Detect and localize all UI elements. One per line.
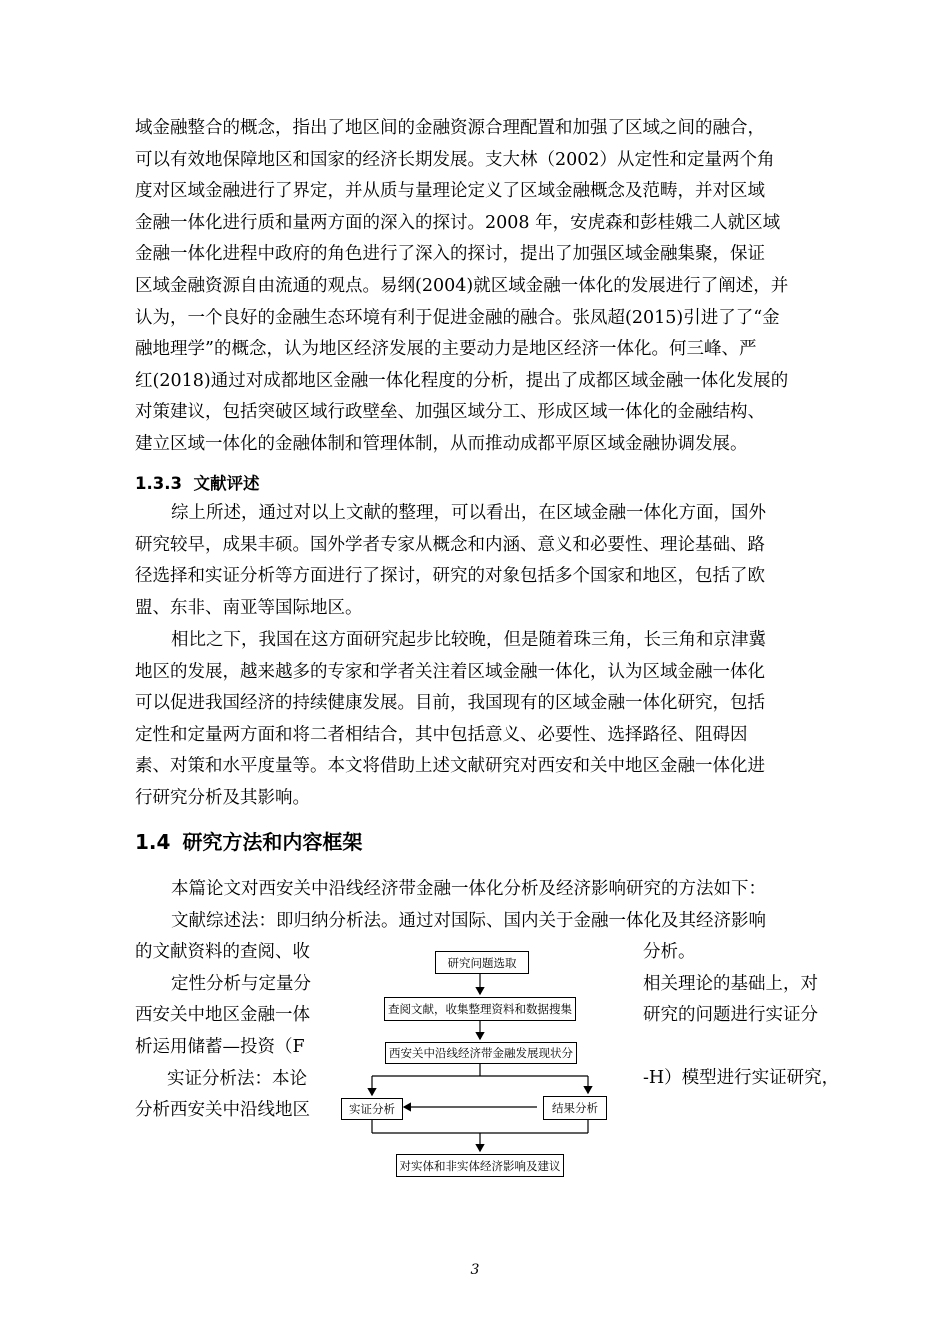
flow-node-literature-data: 查阅文献，收集整理资料和数据搜集 bbox=[384, 997, 576, 1021]
text-line: 素、对策和水平度量等。本文将借助上述文献研究对西安和关中地区金融一体化进 bbox=[135, 756, 765, 777]
paragraph-methods-right bbox=[643, 937, 843, 1127]
text-line: 分析。 bbox=[643, 942, 696, 962]
text-line: 盟、东非、南亚等国际地区。 bbox=[135, 597, 363, 618]
text-line: 金融一体化进程中政府的角色进行了深入的探讨，提出了加强区域金融集聚，保证 bbox=[135, 244, 765, 265]
text-line: 域金融整合的概念，指出了地区间的金融资源合理配置和加强了区域之间的融合， bbox=[135, 118, 765, 138]
text-line: 相关理论的基础上，对 bbox=[643, 973, 818, 994]
flow-node-impact-suggestions: 对实体和非实体经济影响及建议 bbox=[396, 1154, 564, 1177]
text-line: 西安关中地区金融一体 bbox=[135, 1005, 310, 1026]
flow-node-status-analysis: 西安关中沿线经济带金融发展现状分 bbox=[385, 1042, 577, 1064]
research-flowchart bbox=[322, 942, 640, 1184]
section-number: 1.3.3 bbox=[135, 474, 182, 493]
text-line bbox=[643, 1095, 843, 1127]
text-line bbox=[643, 1032, 843, 1064]
section-title: 文献评述 bbox=[193, 474, 260, 493]
text-line: 文献综述法：即归纳分析法。通过对国际、国内关于金融一体化及其经济影响 bbox=[171, 910, 766, 931]
text-line: 地区的发展，越来越多的专家和学者关注着区域金融一体化，认为区域金融一体化 bbox=[135, 661, 765, 682]
text-line: 研究的问题进行实证分 bbox=[643, 1005, 818, 1026]
paragraph-literature-domestic bbox=[135, 113, 837, 461]
page-number: 3 bbox=[470, 1262, 480, 1278]
text-line: 相比之下，我国在这方面研究起步比较晚，但是随着珠三角，长三角和京津冀 bbox=[171, 630, 766, 650]
text-line: 综上所述，通过对以上文献的整理，可以看出，在区域金融一体化方面，国外 bbox=[171, 503, 766, 523]
text-line: 金融一体化进行质和量两方面的深入的探讨。2008 年，安虎森和彭桂娥二人就区域 bbox=[135, 212, 781, 233]
text-line: -H）模型进行实证研究， bbox=[643, 1068, 840, 1089]
text-line: 实证分析法：本论 bbox=[167, 1068, 307, 1089]
text-line: 度对区域金融进行了界定，并从质与量理论定义了区域金融概念及范畴，并对区域 bbox=[135, 181, 765, 202]
text-line: 对策建议，包括突破区域行政壁垒、加强区域分工、形成区域一体化的金融结构、 bbox=[135, 402, 765, 423]
paragraph-review-foreign bbox=[135, 498, 837, 624]
text-line: 径选择和实证分析等方面进行了探讨，研究的对象包括多个国家和地区，包括了欧 bbox=[135, 566, 765, 587]
text-line: 分析西安关中沿线地区 bbox=[135, 1100, 310, 1121]
text-line: 融地理学”的概念，认为地区经济发展的主要动力是地区经济一体化。何三峰、严 bbox=[135, 339, 757, 360]
text-line: 认为，一个良好的金融生态环境有利于促进金融的融合。张凤超(2015)引进了了“金 bbox=[135, 307, 780, 328]
text-line: 区域金融资源自由流通的观点。易纲(2004)就区域金融一体化的发展进行了阐述，并 bbox=[135, 275, 789, 296]
text-line: 定性分析与定量分 bbox=[171, 973, 311, 994]
section-heading-1-3-3 bbox=[135, 470, 259, 494]
text-line: 定性和定量两方面和将二者相结合，其中包括意义、必要性、选择路径、阻碍因 bbox=[135, 724, 748, 745]
text-line: 本篇论文对西安关中沿线经济带金融一体化分析及经济影响研究的方法如下： bbox=[171, 879, 766, 899]
flow-node-empirical-analysis: 实证分析 bbox=[341, 1098, 403, 1120]
text-line: 行研究分析及其影响。 bbox=[135, 787, 310, 808]
text-line: 析运用储蓄—投资（F bbox=[135, 1036, 305, 1057]
text-line: 红(2018)通过对成都地区金融一体化程度的分析，提出了成都区域金融一体化发展的 bbox=[135, 370, 789, 391]
flow-node-topic-selection: 研究问题选取 bbox=[435, 951, 529, 974]
text-line: 可以有效地保障地区和国家的经济长期发展。支大林（2002）从定性和定量两个角 bbox=[135, 149, 775, 170]
section-heading-1-4 bbox=[135, 826, 362, 855]
text-line: 研究较早，成果丰硕。国外学者专家从概念和内涵、意义和必要性、理论基础、路 bbox=[135, 534, 765, 555]
section-number: 1.4 bbox=[135, 830, 171, 854]
text-line: 的文献资料的查阅、收 bbox=[135, 942, 310, 963]
paragraph-review-domestic bbox=[135, 625, 837, 815]
text-line: 建立区域一体化的金融体制和管理体制，从而推动成都平原区域金融协调发展。 bbox=[135, 433, 748, 454]
section-title: 研究方法和内容框架 bbox=[182, 830, 363, 854]
text-line: 可以促进我国经济的持续健康发展。目前，我国现有的区域金融一体化研究，包括 bbox=[135, 693, 765, 714]
flow-node-result-analysis: 结果分析 bbox=[543, 1096, 607, 1120]
